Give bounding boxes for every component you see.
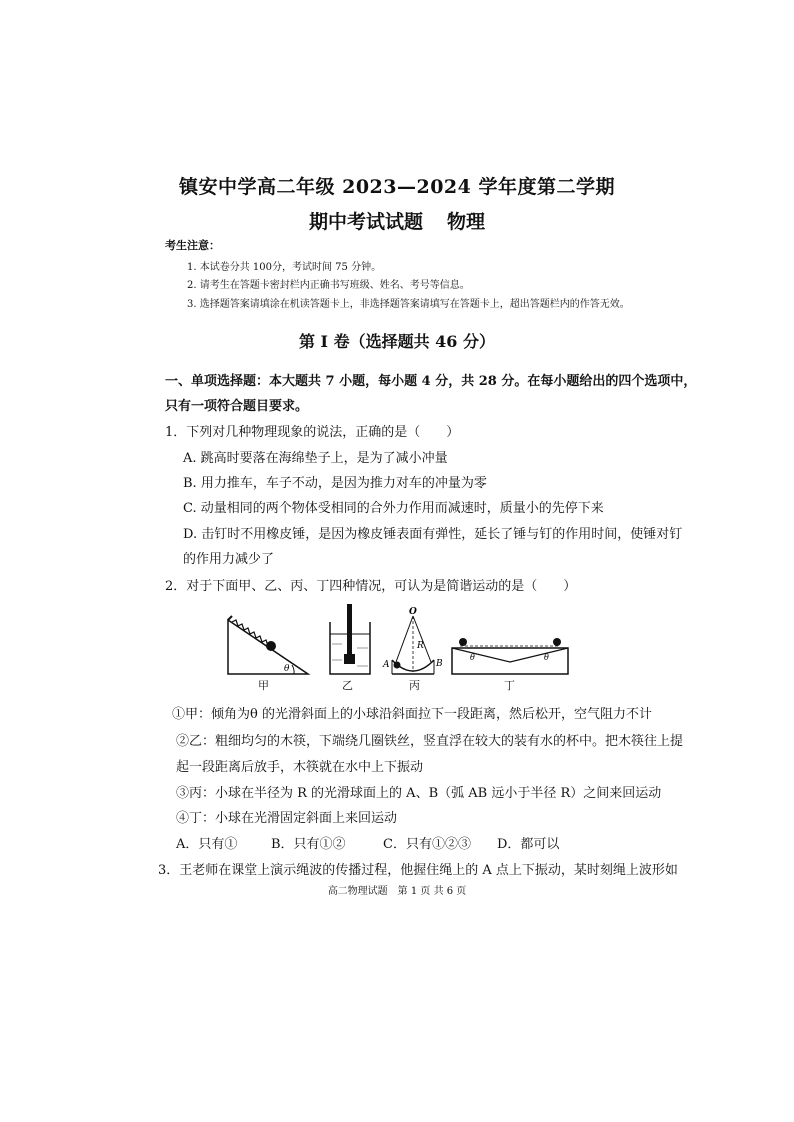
r-label: R bbox=[417, 641, 424, 651]
notice-item-2: 2. 请考生在答题卡密封栏内正确书写班级、姓名、考号等信息。 bbox=[187, 280, 470, 291]
notice-item-3: 3. 选择题答案请填涂在机读答题卡上，非选择题答案请填写在答题卡上，超出答题栏内的作答无效。 bbox=[187, 299, 630, 310]
figure-spherical-bowl bbox=[382, 607, 443, 674]
question-1-stem: 1．下列对几种物理现象的说法，正确的是（ ） bbox=[165, 425, 460, 440]
figure-label-ding: 丁 bbox=[504, 679, 515, 692]
part-title: 第 I 卷（选择题共 46 分） bbox=[298, 332, 496, 351]
figure-beaker-chopstick bbox=[330, 604, 370, 674]
page-footer: 高二物理试题 第 1 页 共 6 页 bbox=[327, 886, 467, 897]
question-1-option-a: A. 跳高时要落在海绵垫子上，是为了减小冲量 bbox=[183, 451, 448, 466]
question-2-stem: 2．对于下面甲、乙、丙、丁四种情况，可认为是简谐运动的是（ ） bbox=[165, 579, 577, 594]
notice-item-1: 1. 本试卷分共 100分，考试时间 75 分钟。 bbox=[187, 262, 382, 273]
question-1-option-c: C. 动量相同的两个物体受相同的合外力作用而减速时，质量小的先停下来 bbox=[183, 501, 604, 516]
exam-title: 镇安中学高二年级 2023—2024 学年度第二学期 bbox=[179, 176, 615, 198]
notice-heading: 考生注意： bbox=[165, 239, 220, 252]
question-1-option-d: D. 击钉时不用橡皮锤，是因为橡皮锤表面有弹性，延长了锤与钉的作用时间，使锤对钉 bbox=[183, 527, 683, 542]
theta-left-label: θ bbox=[470, 653, 475, 662]
theta-label: θ bbox=[284, 664, 290, 674]
b-label: B bbox=[436, 659, 443, 669]
figure-incline-spring bbox=[228, 616, 308, 674]
a-label: A bbox=[383, 660, 390, 670]
question-2-option-b: B．只有①② bbox=[271, 837, 346, 852]
o-label: O bbox=[409, 607, 417, 617]
exam-name: 期中考试试题 bbox=[308, 211, 423, 233]
subject-name: 物理 bbox=[447, 211, 486, 233]
question-2-item-4: ④丁：小球在光滑固定斜面上来回运动 bbox=[176, 811, 398, 826]
question-3-stem: 3．王老师在课堂上演示绳波的传播过程，他握住绳上的 A 点上下振动，某时刻绳上波形如 bbox=[158, 863, 678, 878]
section-heading-cont: 只有一项符合题目要求。 bbox=[165, 399, 309, 414]
exam-subtitle bbox=[0, 207, 794, 234]
figure-label-yi: 乙 bbox=[342, 679, 353, 692]
question-2-figures bbox=[220, 604, 580, 696]
question-2-option-c: C．只有①②③ bbox=[383, 837, 471, 852]
question-1-option-d-cont: 的作用力减少了 bbox=[183, 552, 275, 567]
question-1-option-b: B. 用力推车，车子不动，是因为推力对车的冲量为零 bbox=[183, 476, 487, 491]
question-2-item-2-cont: 起一段距离后放手，木筷就在水中上下振动 bbox=[176, 760, 424, 775]
figure-label-bing: 丙 bbox=[409, 679, 420, 692]
question-2-item-1: ①甲：倾角为θ 的光滑斜面上的小球沿斜面拉下一段距离，然后松开，空气阻力不计 bbox=[172, 707, 652, 722]
question-2-option-a: A．只有① bbox=[176, 837, 238, 852]
question-2-option-d: D．都可以 bbox=[497, 837, 560, 852]
section-heading: 一、单项选择题：本大题共 7 小题，每小题 4 分，共 28 分。在每小题给出的四个选项中， bbox=[165, 374, 697, 389]
figure-double-incline bbox=[452, 638, 568, 674]
theta-right-label: θ bbox=[544, 653, 549, 662]
figure-label-jia: 甲 bbox=[258, 679, 269, 692]
question-2-item-2: ②乙：粗细均匀的木筷，下端绕几圈铁丝，竖直浮在较大的装有水的杯中。把木筷往上提 bbox=[176, 734, 684, 749]
question-2-item-3: ③丙：小球在半径为 R 的光滑球面上的 A、B（弧 AB 远小于半径 R）之间来回运动 bbox=[176, 786, 662, 801]
